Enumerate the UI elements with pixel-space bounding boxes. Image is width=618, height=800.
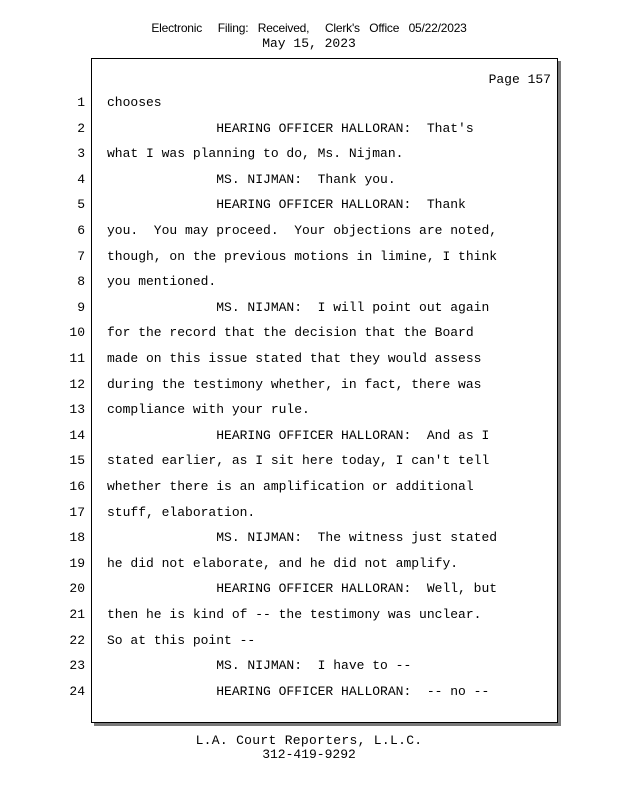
court-reporter-name: L.A. Court Reporters, L.L.C. (195, 733, 423, 748)
line-number: 6 (77, 223, 85, 238)
page-number: Page 157 (488, 72, 551, 87)
line-number: 8 (77, 274, 85, 289)
line-text: then he is kind of -- the testimony was unclear. (107, 607, 482, 622)
line-text: HEARING OFFICER HALLORAN: And as I (107, 428, 490, 443)
line-text: MS. NIJMAN: Thank you. (107, 172, 396, 187)
line-number: 9 (77, 300, 85, 315)
line-text: HEARING OFFICER HALLORAN: Thank (107, 197, 466, 212)
line-text: whether there is an amplification or additional (107, 479, 474, 494)
line-number: 24 (69, 684, 85, 699)
line-text: HEARING OFFICER HALLORAN: Well, but (107, 581, 498, 596)
line-number: 3 (77, 146, 85, 161)
line-number: 7 (77, 249, 85, 264)
line-number: 22 (69, 633, 85, 648)
court-reporter-phone: 312-419-9292 (262, 747, 356, 762)
line-number: 19 (69, 556, 85, 571)
filing-stamp: Electronic Filing: Received, Clerk's Office 05/22/2023 (151, 21, 467, 35)
transcript-date: May 15, 2023 (262, 36, 356, 51)
line-number: 20 (69, 581, 85, 596)
line-text: MS. NIJMAN: The witness just stated (107, 530, 498, 545)
line-text: though, on the previous motions in limine, I think (107, 249, 498, 264)
line-number: 16 (69, 479, 85, 494)
line-text: MS. NIJMAN: I will point out again (107, 300, 490, 315)
line-text: So at this point -- (107, 633, 256, 648)
line-text: stated earlier, as I sit here today, I can't tell (107, 453, 490, 468)
line-number: 12 (69, 377, 85, 392)
line-text: MS. NIJMAN: I have to -- (107, 658, 412, 673)
line-number: 15 (69, 453, 85, 468)
line-number: 1 (77, 95, 85, 110)
line-text: for the record that the decision that the Board (107, 325, 474, 340)
line-number: 4 (77, 172, 85, 187)
line-number: 11 (69, 351, 85, 366)
line-number: 18 (69, 530, 85, 545)
line-text: you mentioned. (107, 274, 217, 289)
line-text: HEARING OFFICER HALLORAN: -- no -- (107, 684, 490, 699)
line-number: 2 (77, 121, 85, 136)
line-text: he did not elaborate, and he did not amplify. (107, 556, 459, 571)
line-number: 17 (69, 505, 85, 520)
line-text: stuff, elaboration. (107, 505, 256, 520)
line-number: 5 (77, 197, 85, 212)
line-number: 21 (69, 607, 85, 622)
line-text: what I was planning to do, Ms. Nijman. (107, 146, 404, 161)
line-text: you. You may proceed. Your objections are noted, (107, 223, 498, 238)
line-number: 13 (69, 402, 85, 417)
line-text: compliance with your rule. (107, 402, 310, 417)
line-number: 23 (69, 658, 85, 673)
line-text: HEARING OFFICER HALLORAN: That's (107, 121, 474, 136)
line-text: chooses (107, 95, 162, 110)
line-number: 10 (69, 325, 85, 340)
line-text: made on this issue stated that they would assess (107, 351, 482, 366)
line-number: 14 (69, 428, 85, 443)
line-text: during the testimony whether, in fact, there was (107, 377, 482, 392)
